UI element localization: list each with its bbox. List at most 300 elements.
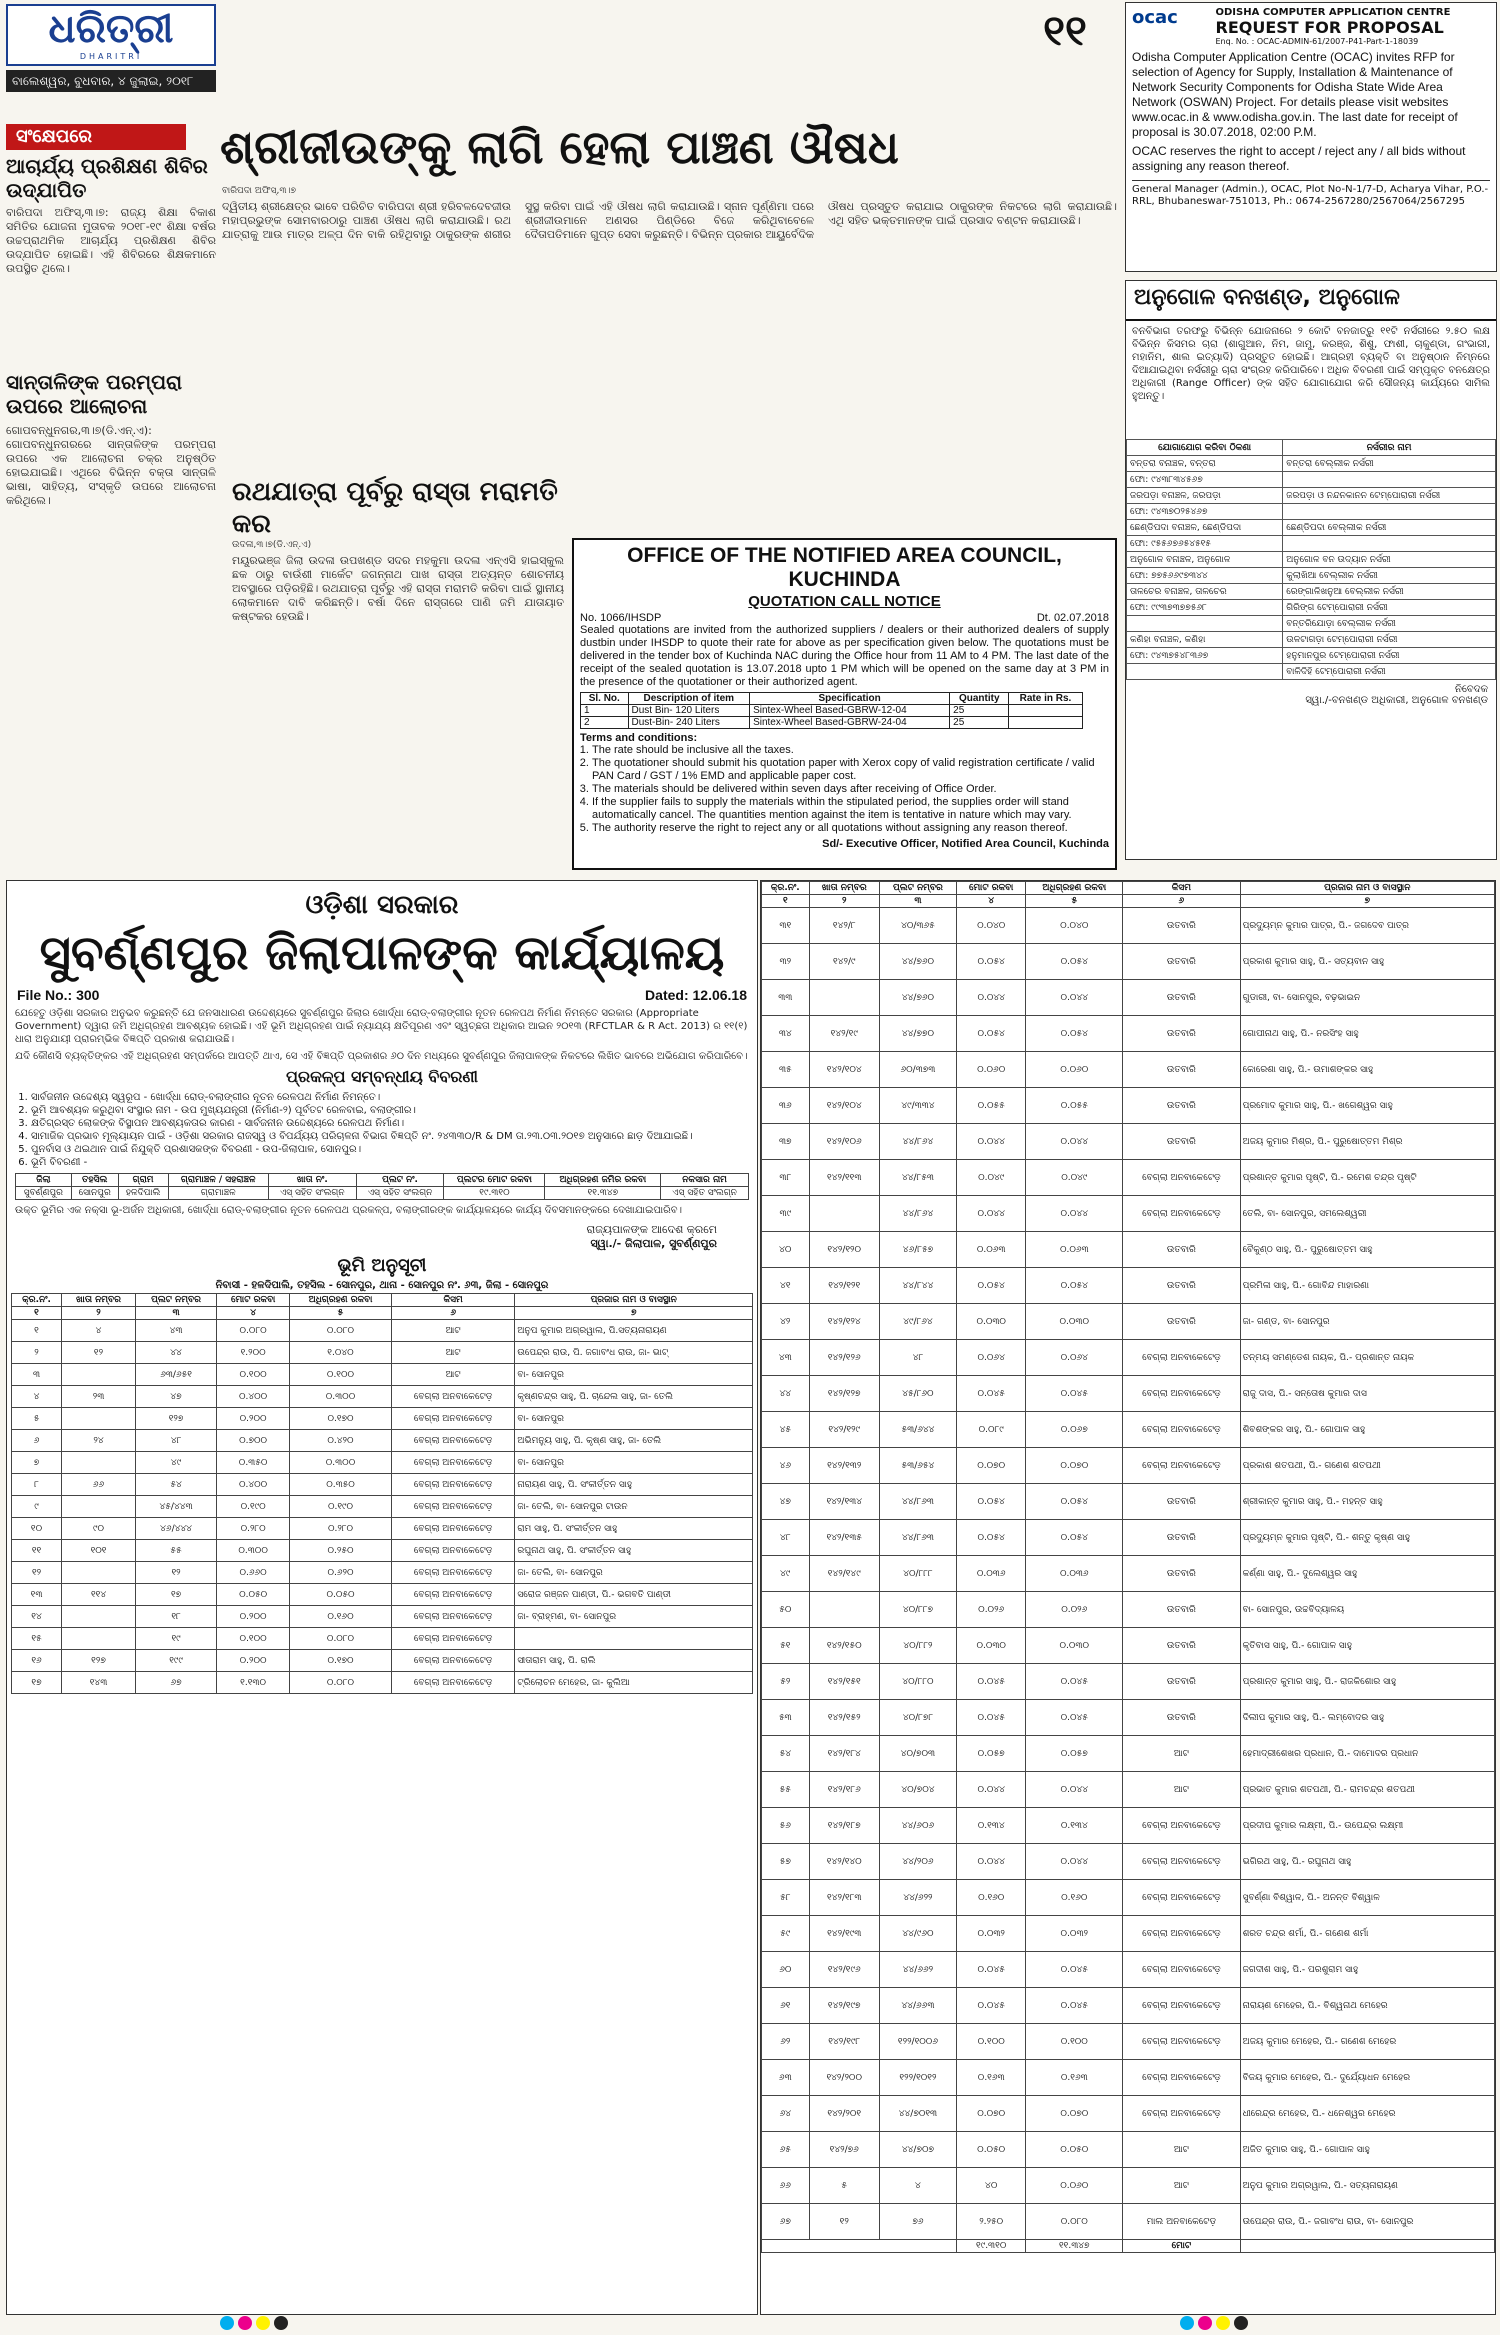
schedule-cell: ଅଜିତ କୁମାର ସାହୁ, ପି.- ଗୋପାଳ ସାହୁ xyxy=(1240,2132,1494,2168)
schedule-cell: ୪୦ xyxy=(957,2168,1026,2204)
forest-cell: ଫୋ: ୯୪୩୭୦୨୫୪୬୭ xyxy=(1127,504,1283,520)
schedule-cell: ୦.୩୦୦ xyxy=(290,1452,392,1474)
nac-cell: 1 xyxy=(581,705,629,717)
govt-points xyxy=(7,1091,757,1169)
schedule-cell: ୬୩/୬୫୧ xyxy=(135,1364,216,1386)
land-cell: ୧୯.୩୧୦ xyxy=(444,1187,545,1200)
forest-row xyxy=(1127,584,1496,600)
ocac-title: REQUEST FOR PROPOSAL xyxy=(1215,18,1444,37)
schedule-cell xyxy=(515,1628,753,1650)
schedule-cell: ୦.୦୮୦ xyxy=(290,1672,392,1694)
schedule-row xyxy=(12,1606,753,1628)
schedule-col-number: ୨ xyxy=(62,1307,136,1320)
schedule-cell: ୪୦ xyxy=(762,1232,810,1268)
schedule-cell: ୦.୦୪୪ xyxy=(1026,1124,1123,1160)
schedule-col-header: ଖାତା ନମ୍ବର xyxy=(809,882,879,895)
forest-cell: ବନ୍ତରା ବନାଞ୍ଚଳ, ବନ୍ତରା xyxy=(1127,456,1283,472)
forest-cell: ଫୋ: ୯୪୩୭୫୪୮୩୬୭ xyxy=(1127,648,1283,664)
forest-body: ବନବିଭାଗ ତରଫରୁ ବିଭିନ୍ନ ଯୋଜନାରେ ୨ କୋଟି ବନଜାତ୍ରୁ ୧୧ଟି ନର୍ସରୀରେ ୨.୫୦ ଲକ୍ଷ ବିଭିନ୍ନ କିସମର ଚାରା (ଶାଗୁଆନ, ନିମ, ଜାମୁ, କରଞ୍ଜ, ଶିଶୁ, ଫାଶୀ, ଚାକୁଣ୍ଡା, ଗଂଭାରୀ, ମହାନିମ, ଶାଲ ଇତ୍ୟାଦି) ପ୍ରସ୍ତୁତ ହୋଇଛି। ଆଗ୍ରହୀ ବ୍ୟକ୍ତି ବା ଅନୁଷ୍ଠାନ ନିମ୍ନରେ ଦିଆଯାଇଥିବା ନର୍ସରୀରୁ ଚାରା ସଂଗ୍ରହ କରିପାରିବେ। ଅଧିକ ବିବରଣୀ ପାଇଁ ସମ୍ପୃକ୍ତ ବନକ୍ଷେତ୍ର ଅଧିକାରୀ (Range Officer) ଙ୍କ ସହିତ ଯୋଗାଯୋଗ କରି ସୌଜନ୍ୟ କାର୍ଯ୍ୟରେ ସାମିଲ ହୁଅନ୍ତୁ। xyxy=(1132,326,1490,402)
schedule-row-right xyxy=(762,1340,1495,1376)
ocac-org: ODISHA COMPUTER APPLICATION CENTRE xyxy=(1215,7,1451,18)
forest-cell: ଫୋ: ୭୭୫୬୬୯୭୩୪୪ xyxy=(1127,568,1283,584)
schedule-row xyxy=(12,1320,753,1342)
schedule-row-right xyxy=(762,1700,1495,1736)
schedule-cell xyxy=(62,1452,136,1474)
schedule-row-right xyxy=(762,1376,1495,1412)
schedule-cell: ଆଟ xyxy=(391,1364,515,1386)
forest-cell: ବନ୍ତରିଯୋଡ଼ା ବେଲ୍ଲୀକ ନର୍ସରୀ xyxy=(1283,616,1496,632)
schedule-cell: ଉତବାରି xyxy=(1123,1016,1240,1052)
nac-cell xyxy=(1009,705,1082,717)
schedule-cell: ଆଟ xyxy=(1123,2132,1240,2168)
forest-cell: ଉଳଟାଗଡ଼ା ଟେମ୍ପୋରାରୀ ନର୍ସରୀ xyxy=(1283,632,1496,648)
print-color-marks-right xyxy=(1180,2316,1248,2332)
schedule-cell: ବେଗ୍ଲା ଅନବାକେଟେଡ଼ xyxy=(1123,1988,1240,2024)
schedule-row xyxy=(12,1408,753,1430)
schedule-cell: ୦.୦୫୫ xyxy=(1026,1088,1123,1124)
schedule-cell xyxy=(809,1196,879,1232)
schedule-cell: ବେଗ୍ଲା ଅନବାକେଟେଡ଼ xyxy=(1123,1160,1240,1196)
schedule-cell: ସରୋଜ ରଞ୍ଜନ ପାଣ୍ଡୀ, ପି.- ଭଗବତି ପାଣ୍ଡୀ xyxy=(515,1584,753,1606)
schedule-cell: ଶ୍ରୀକାନ୍ତ କୁମାର ସାହୁ, ପି.- ମହନ୍ତ ସାହୁ xyxy=(1240,1484,1494,1520)
schedule-cell: ୪୪/୭୬୦ xyxy=(879,980,956,1016)
schedule-cell: ଉତବାରି xyxy=(1123,1700,1240,1736)
schedule-cell: ୧୪୨/୧୧୩ xyxy=(809,1160,879,1196)
forest-row xyxy=(1127,552,1496,568)
schedule-cell: ୬୭ xyxy=(762,2204,810,2240)
schedule-cell: ବେଗ୍ଲା ଅନବାକେଟେଡ଼ xyxy=(391,1672,515,1694)
schedule-cell: ବେଗ୍ଲା ଅନବାକେଟେଡ଼ xyxy=(391,1562,515,1584)
schedule-cell: ୬୪ xyxy=(762,2096,810,2132)
rath-headline: ରଥଯାତ୍ରା ପୂର୍ବରୁ ରାସ୍ତା ମରାମତି କର xyxy=(232,477,558,539)
schedule-cell: ୧୨ xyxy=(62,1342,136,1364)
dateline: ବାଲେଶ୍ୱର, ବୁଧବାର, ୪ ଜୁଲାଇ, ୨୦୧୮ xyxy=(6,70,216,92)
schedule-row-right xyxy=(762,1988,1495,2024)
total-acquired: ୧୧.୩୪୭ xyxy=(1026,2240,1123,2253)
nac-cell: 25 xyxy=(950,717,1009,729)
schedule-cell xyxy=(62,1562,136,1584)
schedule-cell: ବିଜୟ କୁମାର ମେହେର, ପି.- ଦୁର୍ଯ୍ୟୋଧନ ମେହେର xyxy=(1240,2060,1494,2096)
schedule-cell: ବେଗ୍ଲା ଅନବାକେଟେଡ଼ xyxy=(1123,1880,1240,1916)
schedule-col-number: ୫ xyxy=(290,1307,392,1320)
schedule-cell: ୧୪୨/୧୫୨ xyxy=(809,1700,879,1736)
nac-col-header: Rate in Rs. xyxy=(1009,693,1082,705)
schedule-cell: ୦.୦୨୬ xyxy=(957,1592,1026,1628)
forest-col-nursery: ନର୍ସରୀର ନାମ xyxy=(1283,440,1496,456)
schedule-row-right xyxy=(762,1124,1495,1160)
schedule-cell: ବେଗ୍ଲା ଅନବାକେଟେଡ଼ xyxy=(1123,1448,1240,1484)
forest-row xyxy=(1127,632,1496,648)
schedule-cell: ବେଗ୍ଲା ଅନବାକେଟେଡ଼ xyxy=(391,1452,515,1474)
govt-point: 2. ଭୂମି ଆବଶ୍ୟକ କରୁଥିବା ସଂସ୍ଥାର ନାମ - ଉପ ମୁଖ୍ୟଯନ୍ତ୍ରୀ (ନିର୍ମାଣ-୨) ପୂର୍ବତଟ ରେଳବାଇ, ବଲାଙ୍ଗୀର। xyxy=(31,1104,747,1117)
forest-cell: ହନୁମାନପୁର ଟେମ୍ପୋରାରୀ ନର୍ସରୀ xyxy=(1283,648,1496,664)
forest-row xyxy=(1127,488,1496,504)
forest-row xyxy=(1127,472,1496,488)
forest-col-address: ଯୋଗାଯୋଗ କରିବା ଠିକଣା xyxy=(1127,440,1283,456)
schedule-row-right xyxy=(762,1196,1495,1232)
forest-cell: ଅନୁଗୋଳ ବନାଞ୍ଚଳ, ଅନୁଗୋଳ xyxy=(1127,552,1283,568)
schedule-cell: ୦.୦୪୪ xyxy=(957,1844,1026,1880)
land-cell: ଗ୍ରାମାଞ୍ଚଳ xyxy=(168,1187,268,1200)
schedule-cell: ୦.୦୫୪ xyxy=(1026,1484,1123,1520)
schedule-cell: ୧୪୩ xyxy=(62,1672,136,1694)
schedule-cell: ବେଗ୍ଲା ଅନବାକେଟେଡ଼ xyxy=(1123,1376,1240,1412)
schedule-cell: ୦.୬୬୦ xyxy=(217,1562,290,1584)
schedule-cell: ୪୦/୩୬୫ xyxy=(879,908,956,944)
schedule-cell: ଭଗିରଥ ସାହୁ, ପି.- ରଘୁନାଥ ସାହୁ xyxy=(1240,1844,1494,1880)
schedule-cell: ପ୍ରଦୀପ କୁମାର ଲକ୍ଷ୍ମୀ, ପି.- ଉପେନ୍ଦ୍ର ଲକ୍ଷ୍ମୀ xyxy=(1240,1808,1494,1844)
nac-term: 1. The rate should be inclusive all the taxes. xyxy=(592,744,1109,757)
schedule-cell: ୦.୦୪୪ xyxy=(957,980,1026,1016)
schedule-cell: ୧୯ xyxy=(135,1628,216,1650)
schedule-cell: ୦.୨୮୦ xyxy=(290,1518,392,1540)
schedule-cell: ୧୪୨/୧୯ xyxy=(809,1016,879,1052)
schedule-cell: ୪୪/୭୦୭ xyxy=(879,2132,956,2168)
schedule-cell: ପ୍ରକାଶ କୁମାର ସାହୁ, ପି.- ସତ୍ୟବାନ ସାହୁ xyxy=(1240,944,1494,980)
schedule-cell: ୦.୦୫୦ xyxy=(957,2132,1026,2168)
schedule-cell: ୦.୦୮୦ xyxy=(290,1628,392,1650)
schedule-row-right xyxy=(762,2024,1495,2060)
schedule-cell: ୦.୦୬୩ xyxy=(1026,1232,1123,1268)
schedule-cell: ୪୮ xyxy=(762,1520,810,1556)
forest-title: ଅନୁଗୋଳ ବନଖଣ୍ଡ, ଅନୁଗୋଳ xyxy=(1126,281,1496,321)
schedule-row-right xyxy=(762,1484,1495,1520)
schedule-row-right xyxy=(762,1628,1495,1664)
land-col-header: ଅଧିଗ୍ରହଣ ଜମିର ରକବା xyxy=(545,1174,661,1187)
newspaper-logo: ଧରିତ୍ରୀ xyxy=(48,5,174,52)
ocac-rfp-ad xyxy=(1125,2,1497,272)
schedule-cell: ଅଜୟ କୁମାର ମିଶ୍ର, ପି.- ପୁରୁଷୋତ୍ତମ ମିଶ୍ର xyxy=(1240,1124,1494,1160)
schedule-cell: ୧୪୨/୧୨୧ xyxy=(809,1268,879,1304)
schedule-cell: ୧୪୨/୧୩୨ xyxy=(809,1448,879,1484)
schedule-cell: ୬୬ xyxy=(762,2168,810,2204)
schedule-col-number: ୬ xyxy=(1123,895,1240,908)
schedule-cell: ୪୯ xyxy=(135,1452,216,1474)
section-tag-briefs: ସଂକ୍ଷେପରେ xyxy=(6,124,186,150)
schedule-col-header: ପ୍ରଜାର ନାମ ଓ ବାସସ୍ଥାନ xyxy=(515,1294,753,1307)
forest-cell: ଛେଣ୍ଡିପଦା ବନାଞ୍ଚଳ, ଛେଣ୍ଡିପଦା xyxy=(1127,520,1283,536)
schedule-cell: ବୈକୁଣ୍ଠ ସାହୁ, ପି.- ପୁରୁଷୋତ୍ତମ ସାହୁ xyxy=(1240,1232,1494,1268)
schedule-cell: ଜା- ଗଣ୍ଡ, ବା- ସୋନପୁର xyxy=(1240,1304,1494,1340)
forest-cell: ଗିରିଙ୍ଗ ଟେମ୍ପୋରାରୀ ନର୍ସରୀ xyxy=(1283,600,1496,616)
schedule-cell: ୧୪୨/୧୯୭ xyxy=(809,1988,879,2024)
schedule-cell: ୧୪୨/୧୨୬ xyxy=(809,1340,879,1376)
schedule-cell: ୦.୦୬୭ xyxy=(1026,1412,1123,1448)
schedule-cell: ୫ xyxy=(809,2168,879,2204)
nac-col-header: Specification xyxy=(750,693,950,705)
schedule-cell: ୦.୦୬୪ xyxy=(957,1340,1026,1376)
schedule-cell: ୪୦/୮୭୮ xyxy=(879,1700,956,1736)
nac-term: 4. If the supplier fails to supply the materials within the stipulated period, the supplies order will stand automatically cancel. The quantities mention against the item is tentative in nature which may vary. xyxy=(592,796,1109,822)
schedule-cell: ଉତବାରି xyxy=(1123,1124,1240,1160)
schedule-cell: ରଘୁନାଥ ସାହୁ, ପି. ସଂକୀର୍ତ୍ତନ ସାହୁ xyxy=(515,1540,753,1562)
schedule-cell xyxy=(809,980,879,1016)
schedule-cell: ଜା- ତେଲି, ବା- ସୋନପୁର xyxy=(515,1562,753,1584)
land-col-header: ପ୍ଲଟର ମୋଟ ରକବା xyxy=(444,1174,545,1187)
schedule-cell: ୫୨ xyxy=(762,1664,810,1700)
forest-cell: ଜରପଡ଼ା ଓ ନନ୍ଦନକାନନ ଟେମ୍ପୋରାରୀ ନର୍ସରୀ xyxy=(1283,488,1496,504)
nac-terms-list xyxy=(580,744,1109,835)
schedule-cell: ୦.୦୫୪ xyxy=(1026,1520,1123,1556)
schedule-cell: ୫୦ xyxy=(762,1592,810,1628)
schedule-cell: ଉତବାରି xyxy=(1123,944,1240,980)
land-col-header: ଗ୍ରାମାଞ୍ଚଳ / ସହରାଞ୍ଚଳ xyxy=(168,1174,268,1187)
schedule-col-header: ପ୍ଲଟ ନମ୍ବର xyxy=(135,1294,216,1307)
schedule-cell: ରାମ ସାହୁ, ପି. ସଂକୀର୍ତ୍ତନ ସାହୁ xyxy=(515,1518,753,1540)
schedule-cell: ଉତବାରି xyxy=(1123,1592,1240,1628)
schedule-cell: ୧୪୨/୧୫୦ xyxy=(809,1628,879,1664)
main-story-byline: ବାରିପଦା ଅଫିସ୍‌,୩।୭ xyxy=(222,186,296,196)
schedule-cell: ୦.୩୦୦ xyxy=(290,1386,392,1408)
schedule-cell: ୧.୨୦୦ xyxy=(217,1342,290,1364)
schedule-cell: ଜା- ତେଲି, ବା- ସୋନପୁର ଟାଉନ xyxy=(515,1496,753,1518)
schedule-cell: ଉତବାରି xyxy=(1123,1664,1240,1700)
ocac-footer: General Manager (Admin.), OCAC, Plot No-N-1/7-D, Acharya Vihar, P.O.-RRL, Bhubaneswar-751013, Ph.: 0674-2567280/2567064/2567295 xyxy=(1132,180,1490,208)
schedule-col-number: ୧ xyxy=(762,895,810,908)
forest-row xyxy=(1127,456,1496,472)
schedule-cell: ୦.୧୬୩ xyxy=(1026,2060,1123,2096)
schedule-cell: ପ୍ରଭାତ କୁମାର ଶତପଥୀ, ପି.- ରାମଚନ୍ଦ୍ର ଶତପଥୀ xyxy=(1240,1772,1494,1808)
forest-row xyxy=(1127,504,1496,520)
newspaper-logo-sub: DHARITRI xyxy=(79,52,143,61)
schedule-cell: ୪ xyxy=(12,1386,62,1408)
schedule-cell: ୦.୦୪୫ xyxy=(957,1700,1026,1736)
schedule-col-number: ୫ xyxy=(1026,895,1123,908)
schedule-cell: ୪୧ xyxy=(762,1268,810,1304)
schedule-cell: ୦.୦୬୪ xyxy=(1026,1340,1123,1376)
schedule-cell: ତନ୍ମୟ ସମଣ୍ଡେଶ ନାୟକ, ପି.- ପ୍ରଶାନ୍ତ ନାୟକ xyxy=(1240,1340,1494,1376)
forest-cell: ଛେଣ୍ଡିପଦା ବେଲ୍ଲୀକ ନର୍ସରୀ xyxy=(1283,520,1496,536)
main-story xyxy=(222,186,1117,466)
schedule-row xyxy=(12,1386,753,1408)
schedule-cell: ୦.୦୫୫ xyxy=(957,1088,1026,1124)
schedule-cell: ୫୩/୬୫୪ xyxy=(879,1448,956,1484)
schedule-cell: ୧୩ xyxy=(12,1584,62,1606)
schedule-col-header: କିସମ xyxy=(391,1294,515,1307)
schedule-cell: ୦.୦୫୭ xyxy=(1026,1736,1123,1772)
schedule-cell: ୪୪/୭୬୦ xyxy=(879,944,956,980)
schedule-cell: ୬୭ xyxy=(135,1672,216,1694)
schedule-col-header: କ୍ର.ନଂ. xyxy=(762,882,810,895)
schedule-cell: ୫୮ xyxy=(762,1880,810,1916)
schedule-col-header: ଅଧିଗ୍ରହଣ ରକବା xyxy=(1026,882,1123,895)
schedule-cell: ୦.୦୭୦ xyxy=(1026,1448,1123,1484)
schedule-cell: ୩୪ xyxy=(762,1016,810,1052)
schedule-cell: ଗୋପୀନାଥ ସାହୁ, ପି.- ନରସିଂହ ସାହୁ xyxy=(1240,1016,1494,1052)
schedule-cell: ୪୬/୮୫୭ xyxy=(879,1232,956,1268)
forest-cell: ଫୋ: ୯୪୩୮୩୪୫୬୭ xyxy=(1127,472,1283,488)
schedule-cell: ୩୨ xyxy=(762,944,810,980)
schedule-cell: ଅଭିମନ୍ୟୁ ସାହୁ, ପି. କୃଷ୍ଣ ସାହୁ, ଜା- ତେଲି xyxy=(515,1430,753,1452)
schedule-cell: କୋରେଶା ସାହୁ, ପି.- ଉମାଶଙ୍କର ସାହୁ xyxy=(1240,1052,1494,1088)
schedule-cell: ୦.୦୩୦ xyxy=(1026,1628,1123,1664)
schedule-cell: ୦.୧୭୦ xyxy=(290,1650,392,1672)
nac-cell: 2 xyxy=(581,717,629,729)
forest-signer-office: ସ୍ୱା./-ବନଖଣ୍ଡ ଅଧିକାରୀ, ଅନୁଗୋଳ ବନଖଣ୍ଡ xyxy=(1305,695,1488,706)
schedule-cell: ବେଗ୍ଲା ଅନବାକେଟେଡ଼ xyxy=(391,1628,515,1650)
schedule-cell: ୦.୧୬୦ xyxy=(1026,1880,1123,1916)
schedule-row xyxy=(12,1562,753,1584)
schedule-table-right xyxy=(761,881,1495,2253)
schedule-cell: ୦.୦୩୦ xyxy=(957,1628,1026,1664)
schedule-row-right xyxy=(762,944,1495,980)
schedule-row-right xyxy=(762,1304,1495,1340)
schedule-cell: ଉପେନ୍ଦ୍ର ରାଉ, ପି. ଜଗାବଂଧ ରାଉ, ଜା- ଭାଟ୍ xyxy=(515,1342,753,1364)
nac-title: OFFICE OF THE NOTIFIED AREA COUNCIL, KUCHINDA xyxy=(627,544,1062,591)
schedule-subtitle: ନିବାସୀ - ହଳଦିପାଲି, ତହସିଲ - ସୋନପୁର, ଥାନା - ସୋନପୁର ନଂ. ୬୩, ଜିଲା - ସୋନପୁର xyxy=(215,1280,549,1291)
brief-2-text: ଗୋପବନ୍ଧୁନଗର,୩।୭(ଡି.ଏନ୍‌.ଏ): ଗୋପବନ୍ଧୁନଗରରେ ସାନ୍ତାଳିଙ୍କ ପରମ୍ପରା ଉପରେ ଏକ ଆଲୋଚନା ଚକ୍ର ଅନୁଷ୍ଠିତ ହୋଇଯାଇଛି। ଏଥିରେ ବିଭିନ୍ନ ବକ୍ତା ସାନ୍ତାଳି ଭାଷା, ସାହିତ୍ୟ, ସଂସ୍କୃତି ଉପରେ ଆଲୋଚନା କରିଥିଲେ। xyxy=(6,424,216,507)
schedule-cell: ୦.୦୪୫ xyxy=(1026,1988,1123,2024)
schedule-cell: ୬୬ xyxy=(62,1474,136,1496)
schedule-cell: ଶିବଶଙ୍କର ସାହୁ, ପି.- ଗୋପାଳ ସାହୁ xyxy=(1240,1412,1494,1448)
schedule-cell: ଧୀରେନ୍ଦ୍ର ମେହେର, ପି.- ଧନେଶ୍ୱର ମେହେର xyxy=(1240,2096,1494,2132)
schedule-cell: ଗୁଡାରୀ, ବା- ସୋନପୁର, ବଢ଼ଭାଇନ xyxy=(1240,980,1494,1016)
schedule-cell: ୧୪ xyxy=(12,1606,62,1628)
schedule-row xyxy=(12,1474,753,1496)
schedule-col-header: ଖାତା ନମ୍ବର xyxy=(62,1294,136,1307)
nac-col-header: Quantity xyxy=(950,693,1009,705)
schedule-row-right xyxy=(762,1916,1495,1952)
schedule-cell: ୯ xyxy=(12,1496,62,1518)
schedule-cell: ୦.୦୫୪ xyxy=(1026,1016,1123,1052)
schedule-row-right xyxy=(762,1952,1495,1988)
schedule-row-right xyxy=(762,908,1495,944)
schedule-cell: ବେଗ୍ଲା ଅନବାକେଟେଡ଼ xyxy=(391,1408,515,1430)
schedule-cell: ୦.୦୪୦ xyxy=(1026,908,1123,944)
schedule-cell: ୦.୦୪୫ xyxy=(957,1988,1026,2024)
schedule-cell: ଉତବାରି xyxy=(1123,908,1240,944)
schedule-cell: ୧୦୧ xyxy=(62,1540,136,1562)
schedule-row-right xyxy=(762,1088,1495,1124)
schedule-title: ଭୂମି ଅନୁସୂଚୀ xyxy=(337,1255,427,1276)
schedule-cell: ୦.୧୬୩ xyxy=(957,2060,1026,2096)
schedule-cell: ଆଟ xyxy=(391,1320,515,1342)
brief-1-text: ବାରିପଦା ଅଫିସ୍‌,୩।୭: ରାଜ୍ୟ ଶିକ୍ଷା ବିକାଶ ସମିତିର ଯୋଜନା ମୁତାବକ ୨୦୧୮-୧୯ ଶିକ୍ଷା ବର୍ଷର ଉଚ୍ଚପ୍ରାଥମିକ ଆଚାର୍ଯ୍ୟ ପ୍ରଶିକ୍ଷଣ ଶିବିର ଉଦ୍‌ଯାପିତ ହୋଇଛି। ଏହି ଶିବିରରେ ଶିକ୍ଷକମାନେ ଉପସ୍ଥିତ ଥିଲେ। xyxy=(6,206,216,275)
schedule-row-right xyxy=(762,2060,1495,2096)
schedule-cell: ୦.୩୫୦ xyxy=(290,1474,392,1496)
govt-dated: Dated: 12.06.18 xyxy=(645,987,747,1003)
schedule-cell: ପ୍ରକାଶ ଶତପଥୀ, ପି.- ଗଣେଶ ଶତପଥୀ xyxy=(1240,1448,1494,1484)
schedule-cell: ୫୫ xyxy=(135,1540,216,1562)
schedule-cell: ୧୯୯ xyxy=(135,1650,216,1672)
schedule-cell: ୦.୧୦୦ xyxy=(290,1364,392,1386)
schedule-col-number: ୪ xyxy=(217,1307,290,1320)
schedule-cell: ୪ xyxy=(879,2168,956,2204)
schedule-cell: ମାଲ ଅନବାକେଟେଡ଼ xyxy=(1123,2204,1240,2240)
schedule-cell: ୦.୧୯୦ xyxy=(217,1496,290,1518)
brief-2-headline: ସାନ୍ତାଳିଙ୍କ ପରମ୍ପରା ଉପରେ ଆଲୋଚନା xyxy=(6,370,182,418)
schedule-cell: ଉତବାରି xyxy=(1123,1520,1240,1556)
schedule-row-right xyxy=(762,1664,1495,1700)
schedule-cell: ୦.୦୪୫ xyxy=(957,1664,1026,1700)
schedule-cell: ୪୪/୮୬୪ xyxy=(879,1124,956,1160)
land-cell: ଏସ୍ ସହିତ ସଂଲଗ୍ନ xyxy=(268,1187,356,1200)
govt-file-no: File No.: 300 xyxy=(17,987,100,1003)
schedule-cell: ୦.୦୪୯ xyxy=(957,1160,1026,1196)
schedule-cell: ୦.୦୩୨ xyxy=(957,1916,1026,1952)
govt-closing: ଉକ୍ତ ଭୂମିର ଏକ ନକ୍ସା ଭୂ-ଅର୍ଜନ ଅଧିକାରୀ, ଖୋର୍ଦ୍ଧା ରୋଡ୍‌-ବଲାଙ୍ଗୀର ନୂତନ ରେଳପଥ ପ୍ରକଳ୍ପ, ବଲାଙ୍ଗୀରଙ୍କ କାର୍ଯ୍ୟାଳୟରେ କାର୍ଯ୍ୟ ଦିବସମାନଙ୍କରେ ଦେଖାଯାଇପାରିବ। xyxy=(15,1205,683,1216)
schedule-row xyxy=(12,1584,753,1606)
schedule-cell: ୪୫/୮୬୦ xyxy=(879,1376,956,1412)
schedule-row xyxy=(12,1342,753,1364)
schedule-cell: ୫୯ xyxy=(762,1916,810,1952)
schedule-cell: ୦.୭୦୦ xyxy=(217,1430,290,1452)
schedule-cell: ୪୪/୮୫୩ xyxy=(879,1160,956,1196)
schedule-cell: ୪୪/୭୭୦ xyxy=(879,1016,956,1052)
govt-point: 3. କ୍ଷତିଗ୍ରସ୍ତ ଲୋକଙ୍କ ବିସ୍ଥାପନ ଆବଶ୍ୟକତାର କାରଣ - ସାର୍ବଜନୀନ ଉଦ୍ଦେଶ୍ୟରେ ରେଳପଥ ନିର୍ମାଣ। xyxy=(31,1117,747,1130)
schedule-cell: ୦.୦୫୭ xyxy=(957,1736,1026,1772)
schedule-cell: ୫୪ xyxy=(762,1736,810,1772)
schedule-cell: ୦.୦୫୦ xyxy=(1026,2132,1123,2168)
schedule-cell: ୧୨୨/୧୦୧୨ xyxy=(879,2060,956,2096)
schedule-cell: ୧୨ xyxy=(809,2204,879,2240)
schedule-row-right xyxy=(762,1232,1495,1268)
schedule-cell: ପ୍ରଶାନ୍ତ କୁମାର ସାହୁ, ପି.- ରାଜକିଶୋର ସାହୁ xyxy=(1240,1664,1494,1700)
schedule-cell: ୧୧୪ xyxy=(62,1584,136,1606)
nac-terms-title: Terms and conditions: xyxy=(580,732,698,744)
schedule-cell: ୪୦/୮୮୭ xyxy=(879,1592,956,1628)
schedule-row xyxy=(12,1518,753,1540)
schedule-cell: ୦.୦୪୫ xyxy=(957,1376,1026,1412)
schedule-cell: ୪୪/୮୬୩ xyxy=(879,1520,956,1556)
nac-term: 2. The quotationer should submit his quotation paper with Xerox copy of valid registration certificate / valid PAN Card / GST / 1% EMD and applicable paper cost. xyxy=(592,757,1109,783)
schedule-cell: ୬୦ xyxy=(762,1952,810,1988)
schedule-cell: ୧୪୨/୧୦୪ xyxy=(809,1088,879,1124)
schedule-cell: ଉତବାରି xyxy=(1123,1484,1240,1520)
schedule-cell: ବେଗ୍ଲା ଅନବାକେଟେଡ଼ xyxy=(1123,1340,1240,1376)
schedule-cell: ୦.୧୯୦ xyxy=(290,1496,392,1518)
schedule-cell: ୦.୩୫୦ xyxy=(217,1452,290,1474)
schedule-row-right xyxy=(762,1520,1495,1556)
schedule-cell: ୬୨ xyxy=(762,2024,810,2060)
schedule-cell: ୦.୧୭୦ xyxy=(290,1408,392,1430)
schedule-cell: ୫୪ xyxy=(135,1474,216,1496)
schedule-cell: ୮ xyxy=(12,1474,62,1496)
schedule-cell: ବେଗ୍ଲା ଅନବାକେଟେଡ଼ xyxy=(1123,2024,1240,2060)
schedule-cell: ୨୩ xyxy=(62,1386,136,1408)
forest-cell: ରେଙ୍ଗାଳିଖନୁଆ ବେଲ୍ଲୀକ ନର୍ସରୀ xyxy=(1283,584,1496,600)
nac-items-table xyxy=(580,692,1083,729)
schedule-cell: ଅଜୟ କୁମାର ମେହେର, ପି.- ଗଣେଶ ମେହେର xyxy=(1240,2024,1494,2060)
forest-row xyxy=(1127,568,1496,584)
schedule-cell: ବା- ସୋନପୁର xyxy=(515,1452,753,1474)
schedule-cell: ୦.୧୦୦ xyxy=(1026,2024,1123,2060)
nac-cell: 25 xyxy=(950,705,1009,717)
schedule-cell: ବେଗ୍ଲା ଅନବାକେଟେଡ଼ xyxy=(1123,2096,1240,2132)
schedule-cell: ଅନୁପ କୁମାର ଅଗ୍ରୱାଲ, ପି.ସତ୍ୟନାରାୟଣ xyxy=(515,1320,753,1342)
schedule-cell: ଆଟ xyxy=(1123,1736,1240,1772)
schedule-row-right xyxy=(762,1736,1495,1772)
schedule-cell: ୧.୦୪୦ xyxy=(290,1342,392,1364)
schedule-cell: ୦.୦୪୯ xyxy=(1026,1160,1123,1196)
schedule-cell xyxy=(62,1628,136,1650)
schedule-cell: ୬୧ xyxy=(762,1988,810,2024)
schedule-col-number: ୪ xyxy=(957,895,1026,908)
forest-row xyxy=(1127,536,1496,552)
schedule-cell: ୪୬/୪୪୪ xyxy=(135,1518,216,1540)
schedule-cell: ସୀତାରାମ ସାହୁ, ପି. ରାଲି xyxy=(515,1650,753,1672)
schedule-cell: ୫୧ xyxy=(762,1628,810,1664)
schedule-cell: ୦.୩୦୦ xyxy=(217,1540,290,1562)
schedule-col-header: ଅଧିଗ୍ରହଣ ରକବା xyxy=(290,1294,392,1307)
schedule-cell: ୦.୦୩୦ xyxy=(957,1304,1026,1340)
forest-nursery-table xyxy=(1126,439,1496,680)
nac-ref-no: No. 1066/IHSDP xyxy=(580,612,662,624)
schedule-cell: ୧୪୨/୧୫୧ xyxy=(809,1664,879,1700)
forest-cell: ଜରପଡ଼ା ବନାଞ୍ଚଳ, ଜରପଡ଼ା xyxy=(1127,488,1283,504)
schedule-cell: ଉତବାରି xyxy=(1123,1556,1240,1592)
land-cell: ୧୧.୩୪୭ xyxy=(545,1187,661,1200)
